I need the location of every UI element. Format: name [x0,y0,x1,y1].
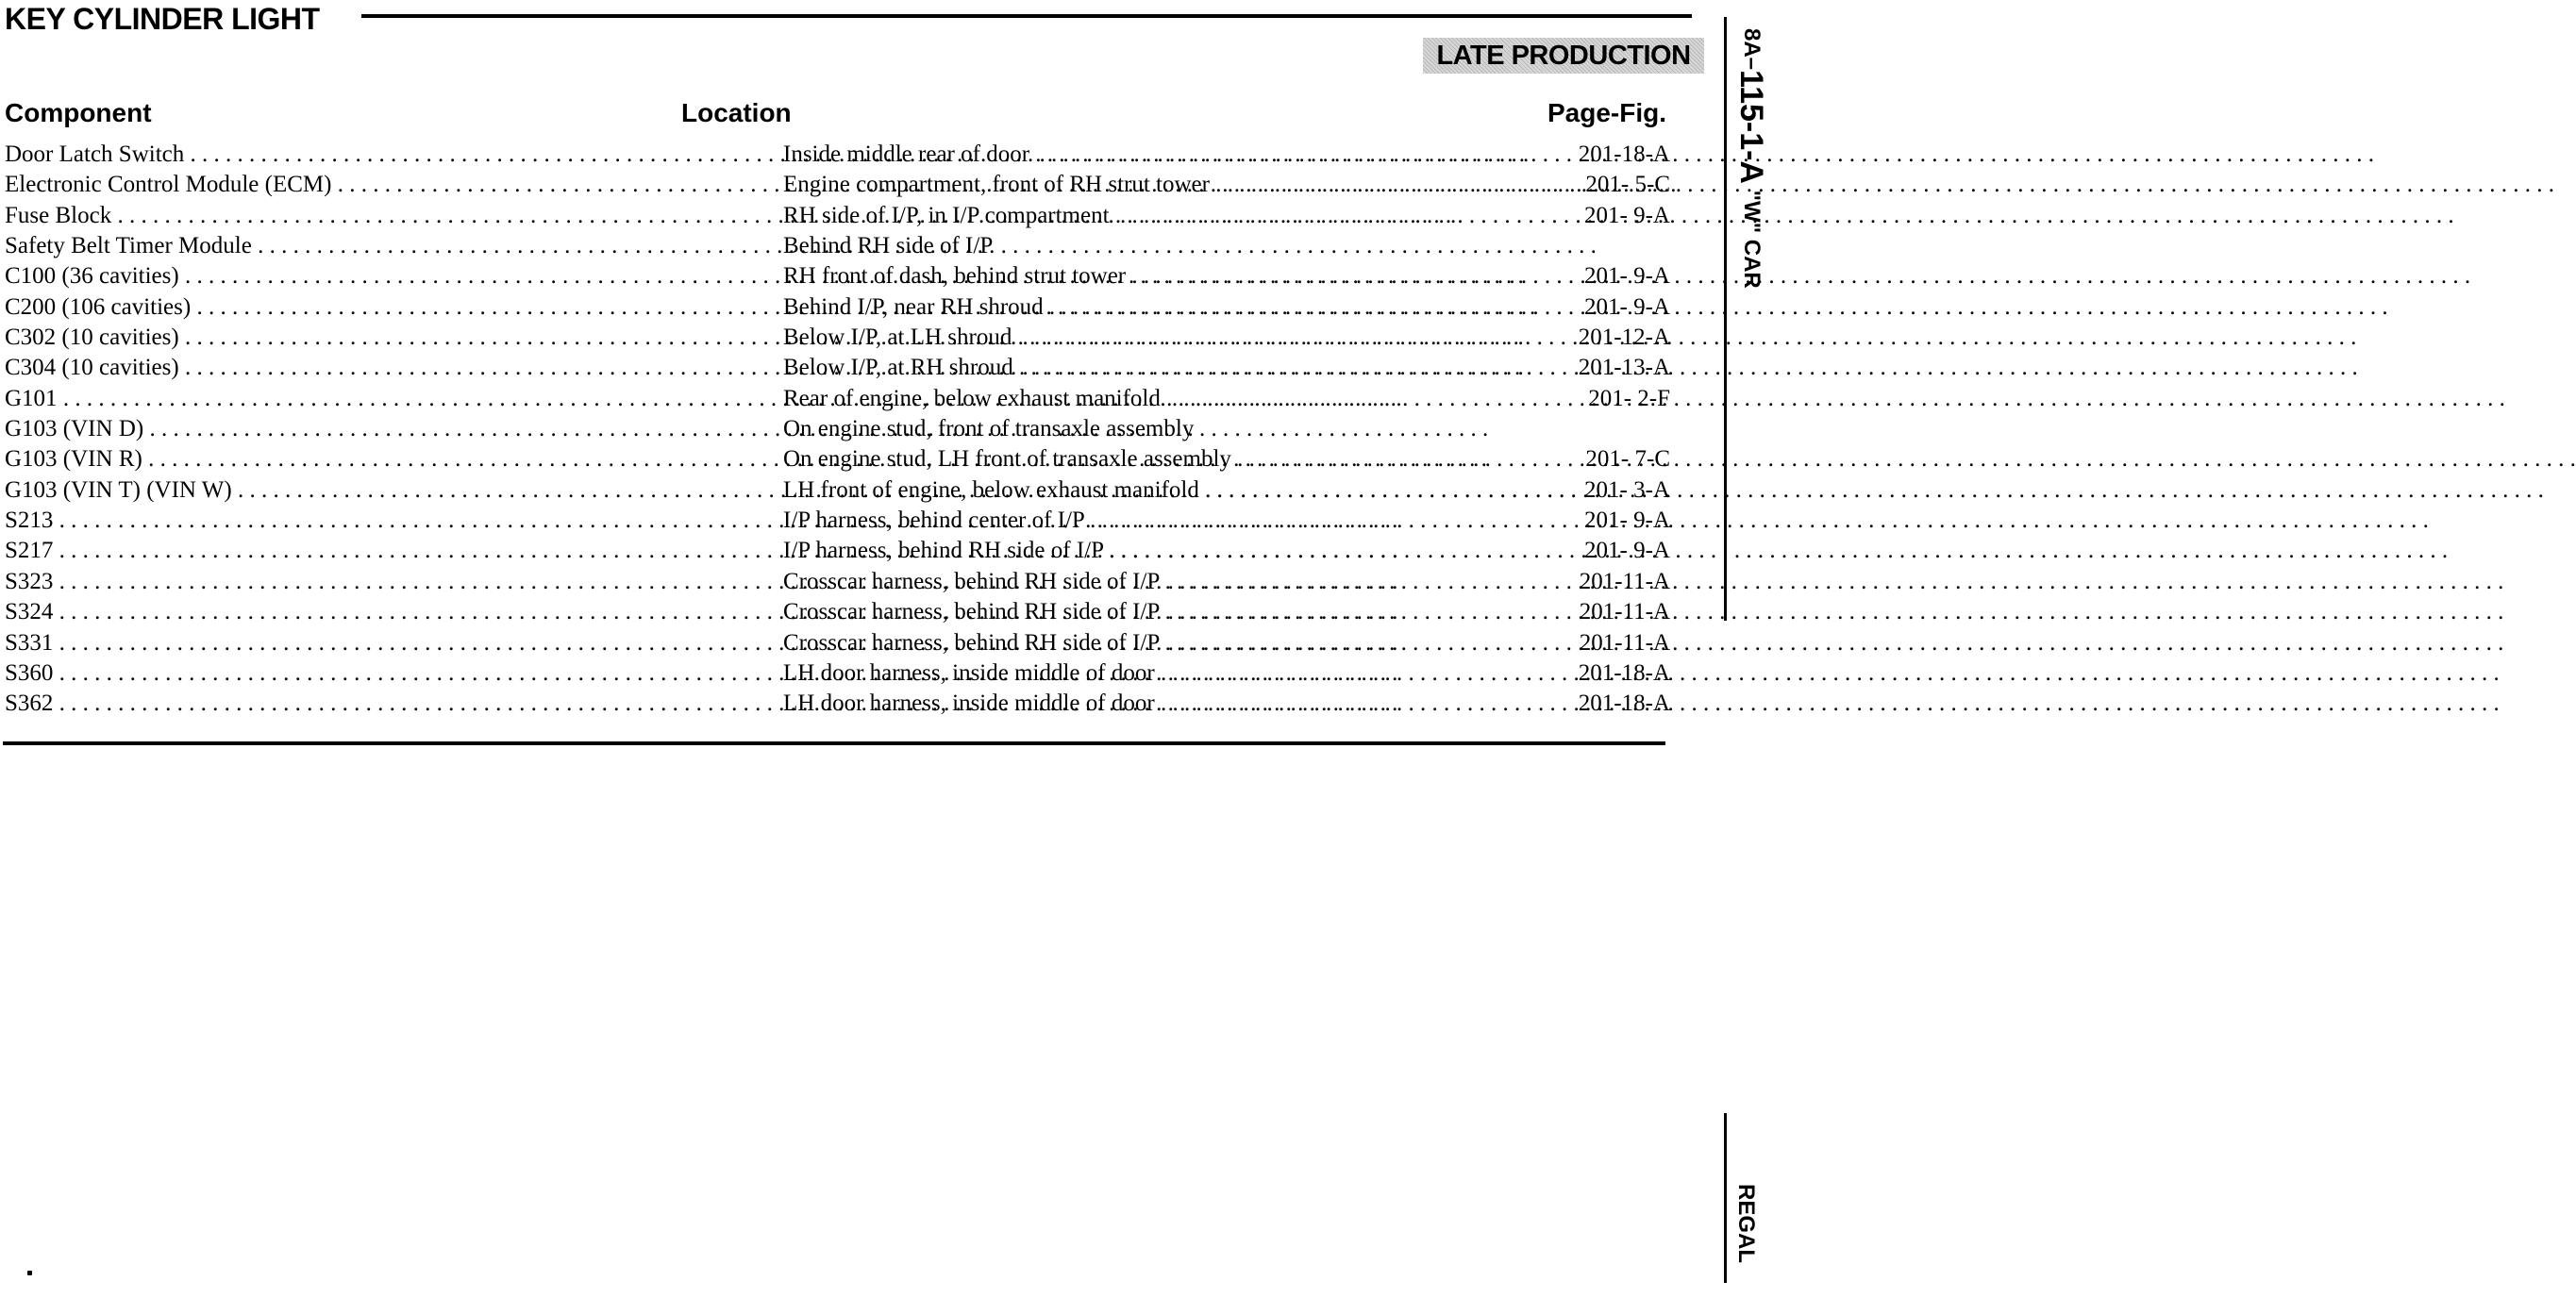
component-name: S323 . . . [5,567,767,597]
table-row [5,414,1669,444]
production-badge: LATE PRODUCTION [1423,38,1704,74]
table-row [5,140,1669,170]
page-figure: 201- 5-C [1585,172,1670,198]
table-row [5,567,1669,597]
section-prefix: 8A– [1739,28,1765,71]
title-rule [361,14,1692,18]
component-name: Safety Belt Timer Module . . . [5,231,767,261]
section-number: 115-1-A [1733,70,1769,184]
table-row [5,475,1669,506]
table-row [5,261,1669,291]
table-row [5,506,1669,536]
component-name: G103 (VIN R) . . . [5,444,767,474]
component-name: Fuse Block . . . [5,201,767,231]
page-figure: 201-11-A [1579,599,1670,625]
page-figure: 201-11-A [1579,568,1670,594]
component-location: I/P harness, behind center of I/P . . . [783,506,1561,536]
page-figure: 201- 7-C [1585,446,1670,473]
component-location: Crosscar harness, behind RH side of I/P . . . [783,597,1561,627]
column-header-component: Component [5,98,152,127]
component-location: I/P harness, behind RH side of I/P . . . [783,536,1561,566]
component-name: G101 . . . [5,384,767,414]
component-name: S213 . . . [5,506,767,536]
component-name: S362 . . . [5,689,767,719]
table-bottom-rule [3,741,1665,745]
component-location: Below I/P, at LH shroud . . . [783,323,1561,353]
table-row [5,689,1669,719]
component-location: Behind RH side of I/P [783,233,994,259]
page-figure: 201- 9-A [1584,538,1670,564]
table-row [5,201,1669,231]
component-location: Behind I/P, near RH shroud . . . [783,292,1561,323]
page-figure: 201-12-A [1578,324,1670,351]
side-rule-bottom [1724,1113,1727,1283]
component-name: S360 . . . [5,658,767,689]
component-location: LH front of engine, below exhaust manifold . . . [783,475,1561,506]
component-location: LH door harness, inside middle of door . . . [783,689,1561,719]
table-row [5,323,1669,353]
component-name: Electronic Control Module (ECM) . . . [5,170,767,200]
component-name: S217 . . . [5,536,767,566]
component-name: S331 . . . [5,628,767,658]
table-row [5,597,1669,627]
print-speck [27,1271,32,1275]
component-location: Crosscar harness, behind RH side of I/P . . . [783,628,1561,658]
component-location: Crosscar harness, behind RH side of I/P . . . [783,567,1561,597]
component-name: C100 (36 cavities) . . . [5,261,767,291]
page-title: KEY CYLINDER LIGHT [5,2,320,36]
page-figure: 201-18-A [1578,141,1670,167]
component-name: C302 (10 cavities) . . . [5,323,767,353]
car-line: "W" CAR [1739,190,1765,289]
table-row [5,353,1669,383]
component-name: Door Latch Switch . . . [5,140,767,170]
page-figure: 201-18-A [1578,659,1670,686]
component-name: G103 (VIN D) . . . [5,414,767,444]
component-name: C200 (106 cavities) . . . [5,292,767,323]
column-header-page-fig: Page-Fig. [1547,98,1667,127]
table-row [5,170,1669,200]
table-row [5,231,1669,261]
component-location: On engine stud, LH front of transaxle assembly . . . [783,444,1561,474]
component-location-list [5,140,1669,720]
page-figure: 201- 9-A [1584,202,1670,228]
component-location: Below I/P, at RH shroud . . . [783,353,1561,383]
page-figure: 201-18-A [1578,691,1670,717]
page-figure: 201-11-A [1579,629,1670,656]
table-row [5,628,1669,658]
table-row [5,658,1669,689]
component-name: S324 . . . [5,597,767,627]
component-location: On engine stud, front of transaxle assembly [783,416,1195,442]
component-location: LH door harness, inside middle of door . . . [783,658,1561,689]
table-row [5,384,1669,414]
page-figure: 201-13-A [1578,355,1670,381]
component-name: C304 (10 cavities) . . . [5,353,767,383]
page-figure: 201- 2-F [1588,385,1670,411]
page-figure: 201- 9-A [1584,293,1670,320]
section-identifier [1732,28,1769,289]
component-location: RH side of I/P, in I/P compartment . . . [783,201,1561,231]
table-row [5,292,1669,323]
side-rule-top [1724,17,1727,621]
table-row [5,536,1669,566]
component-location: Engine compartment, front of RH strut tower . . . [783,170,1561,200]
model-name: REGAL [1733,1184,1759,1263]
table-row [5,444,1669,474]
component-location: Rear of engine, below exhaust manifold . . . [783,384,1561,414]
column-header-location: Location [681,98,792,127]
component-location: Inside middle rear of door . . . [783,140,1561,170]
component-location: RH front of dash, behind strut tower . . . [783,261,1561,291]
component-name: G103 (VIN T) (VIN W) . . . [5,475,767,506]
page-figure: 201- 3-A [1584,476,1670,503]
page-figure: 201- 9-A [1584,263,1670,290]
page-figure: 201- 9-A [1584,508,1670,534]
